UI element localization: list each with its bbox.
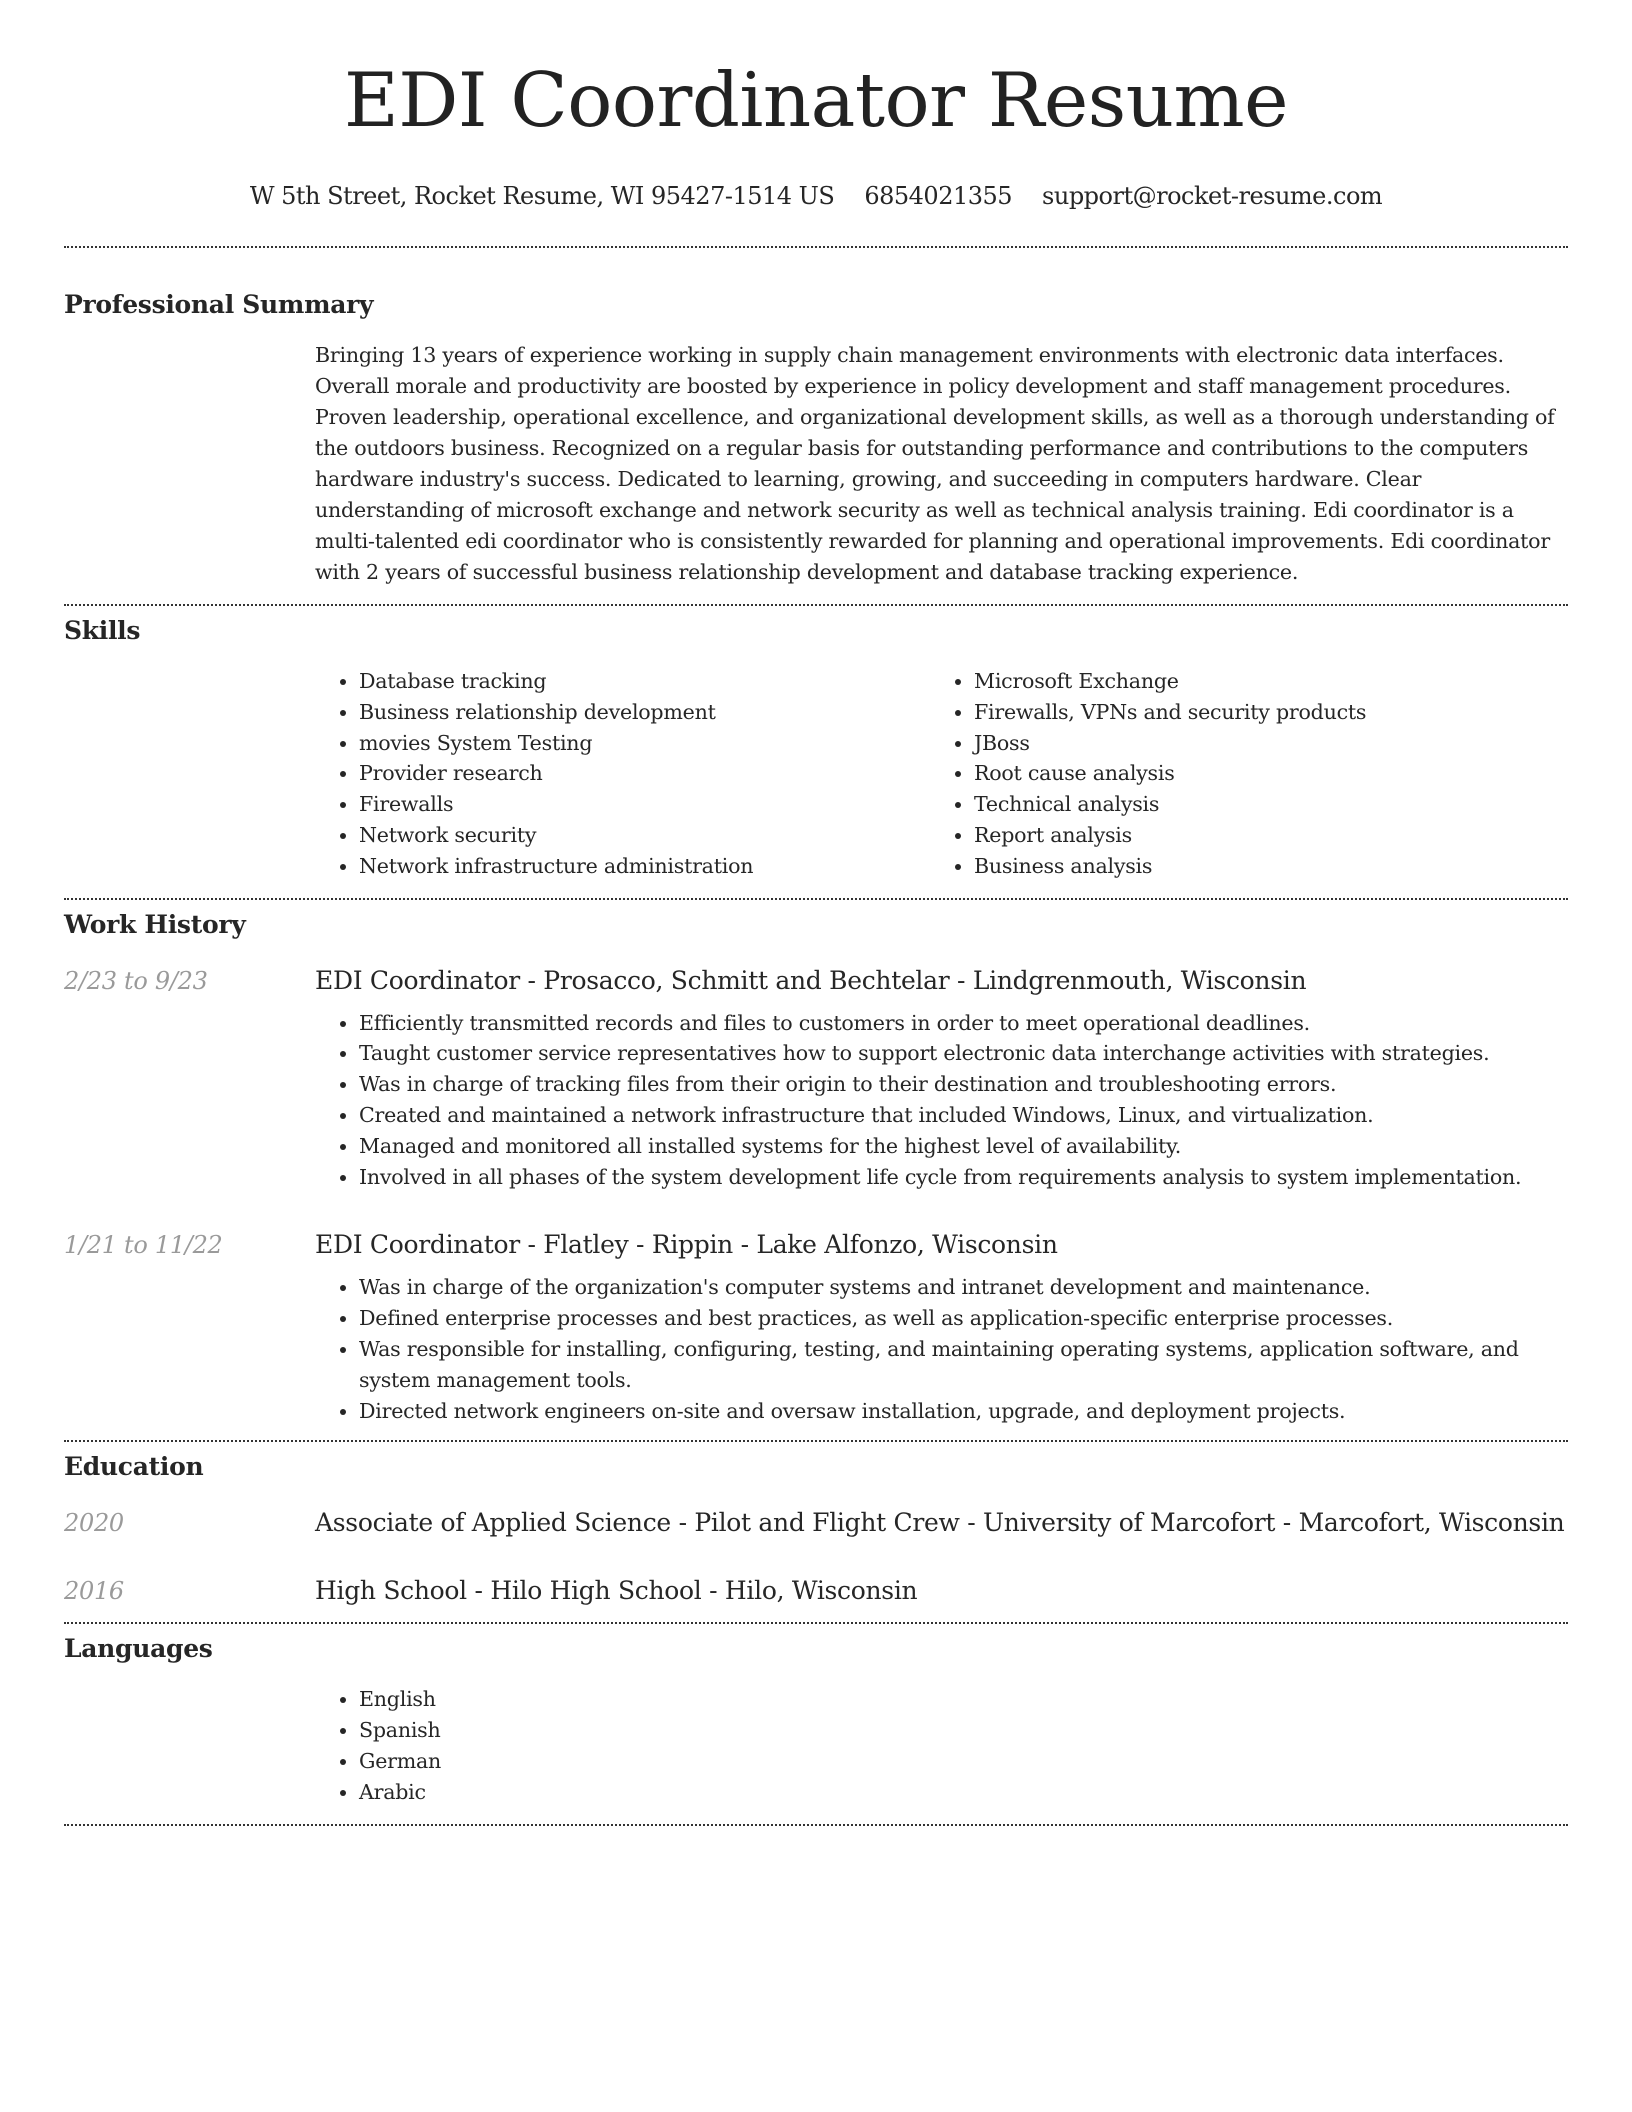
skills-list-2 bbox=[930, 666, 1545, 882]
summary-section bbox=[64, 248, 1568, 604]
list-item: • Business relationship development bbox=[359, 697, 930, 728]
job-entry bbox=[64, 964, 1568, 1193]
education-year: 2016 bbox=[64, 1577, 124, 1606]
list-item: • Technical analysis bbox=[974, 789, 1545, 820]
list-item: • Microsoft Exchange bbox=[974, 666, 1545, 697]
section-title-summary: Professional Summary bbox=[64, 290, 374, 319]
section-title-skills: Skills bbox=[64, 616, 141, 645]
job-bullets bbox=[315, 1272, 1568, 1426]
job-dates: 1/21 to 11/22 bbox=[64, 1231, 223, 1260]
list-item: • Root cause analysis bbox=[974, 758, 1545, 789]
resume-page bbox=[64, 0, 1568, 1826]
list-item: • Defined enterprise processes and best practices, as well as application-specific enterprise processes. bbox=[359, 1303, 1568, 1334]
list-item: • Directed network engineers on-site and oversaw installation, upgrade, and deployment projects. bbox=[359, 1396, 1568, 1427]
phone[interactable]: 6854021355 bbox=[864, 182, 1013, 210]
resume-title: EDI Coordinator Resume bbox=[343, 56, 1289, 144]
job-dates: 2/23 to 9/23 bbox=[64, 966, 208, 995]
languages-list bbox=[315, 1684, 1568, 1807]
list-item: • Was in charge of the organization's computer systems and intranet development and maintenance. bbox=[359, 1272, 1568, 1303]
education-year: 2020 bbox=[64, 1509, 124, 1538]
job-entry bbox=[64, 1228, 1568, 1426]
section-title-education: Education bbox=[64, 1452, 204, 1482]
list-item: • Managed and monitored all installed systems for the highest level of availability. bbox=[359, 1131, 1568, 1162]
work-section bbox=[64, 900, 1568, 1441]
contact-line bbox=[64, 180, 1568, 212]
education-heading: High School - Hilo High School - Hilo, Wisconsin bbox=[315, 1576, 918, 1606]
section-title-languages: Languages bbox=[64, 1634, 213, 1664]
list-item: • Business analysis bbox=[974, 851, 1545, 882]
list-item: • Network security bbox=[359, 820, 930, 851]
job-bullets bbox=[315, 1008, 1568, 1193]
list-item: • Arabic bbox=[359, 1777, 1568, 1808]
education-section bbox=[64, 1442, 1568, 1622]
job-heading: EDI Coordinator - Prosacco, Schmitt and Bechtelar - Lindgrenmouth, Wisconsin bbox=[315, 965, 1307, 995]
list-item: • Database tracking bbox=[359, 666, 930, 697]
list-item: • Report analysis bbox=[974, 820, 1545, 851]
list-item: • Firewalls bbox=[359, 789, 930, 820]
skills-section bbox=[64, 606, 1568, 898]
list-item: • movies System Testing bbox=[359, 728, 930, 759]
languages-section bbox=[64, 1624, 1568, 1823]
education-heading: Associate of Applied Science - Pilot and Flight Crew - University of Marcofort - Marcofort, Wisconsin bbox=[315, 1508, 1565, 1538]
summary-text: Bringing 13 years of experience working in supply chain management environments with electronic data interfaces. Overall morale and productivity are boosted by experience in policy development and staff management procedures. Proven leadership, operational excellence, and organizational development skills, as well as a thorough understanding of the outdoors business. Recognized on a regular basis for outstanding performance and contributions to the computers hardware industry's success. Dedicated to learning, growing, and succeeding in computers hardware. Clear understanding of microsoft exchange and network security as well as technical analysis training. Edi coordinator is a multi-talented edi coordinator who is consistently rewarded for planning and operational improvements. Edi coordinator with 2 years of successful business relationship development and database tracking experience. bbox=[315, 343, 1555, 584]
list-item: • Taught customer service representatives how to support electronic data interchange activities with strategies. bbox=[359, 1038, 1568, 1069]
education-entry bbox=[64, 1574, 1568, 1608]
list-item: • Firewalls, VPNs and security products bbox=[974, 697, 1545, 728]
list-item: • Created and maintained a network infrastructure that included Windows, Linux, and virtualization. bbox=[359, 1100, 1568, 1131]
list-item: • Was in charge of tracking files from their origin to their destination and troubleshooting errors. bbox=[359, 1069, 1568, 1100]
list-item: • Spanish bbox=[359, 1715, 1568, 1746]
section-title-work: Work History bbox=[64, 909, 246, 939]
email[interactable]: support@rocket-resume.com bbox=[1042, 182, 1383, 210]
divider bbox=[64, 1824, 1568, 1826]
list-item: • Network infrastructure administration bbox=[359, 851, 930, 882]
list-item: • Efficiently transmitted records and files to customers in order to meet operational deadlines. bbox=[359, 1008, 1568, 1039]
education-entry bbox=[64, 1506, 1568, 1540]
skills-list-1 bbox=[315, 666, 930, 882]
job-heading: EDI Coordinator - Flatley - Rippin - Lake Alfonzo, Wisconsin bbox=[315, 1230, 1058, 1260]
list-item: • JBoss bbox=[974, 728, 1545, 759]
list-item: • German bbox=[359, 1746, 1568, 1777]
list-item: • Was responsible for installing, configuring, testing, and maintaining operating systems, application software, and system management tools. bbox=[359, 1334, 1568, 1396]
list-item: • English bbox=[359, 1684, 1568, 1715]
list-item: • Provider research bbox=[359, 758, 930, 789]
address: W 5th Street, Rocket Resume, WI 95427-1514 US bbox=[249, 182, 835, 210]
list-item: • Involved in all phases of the system development life cycle from requirements analysis to system implementation. bbox=[359, 1162, 1568, 1193]
